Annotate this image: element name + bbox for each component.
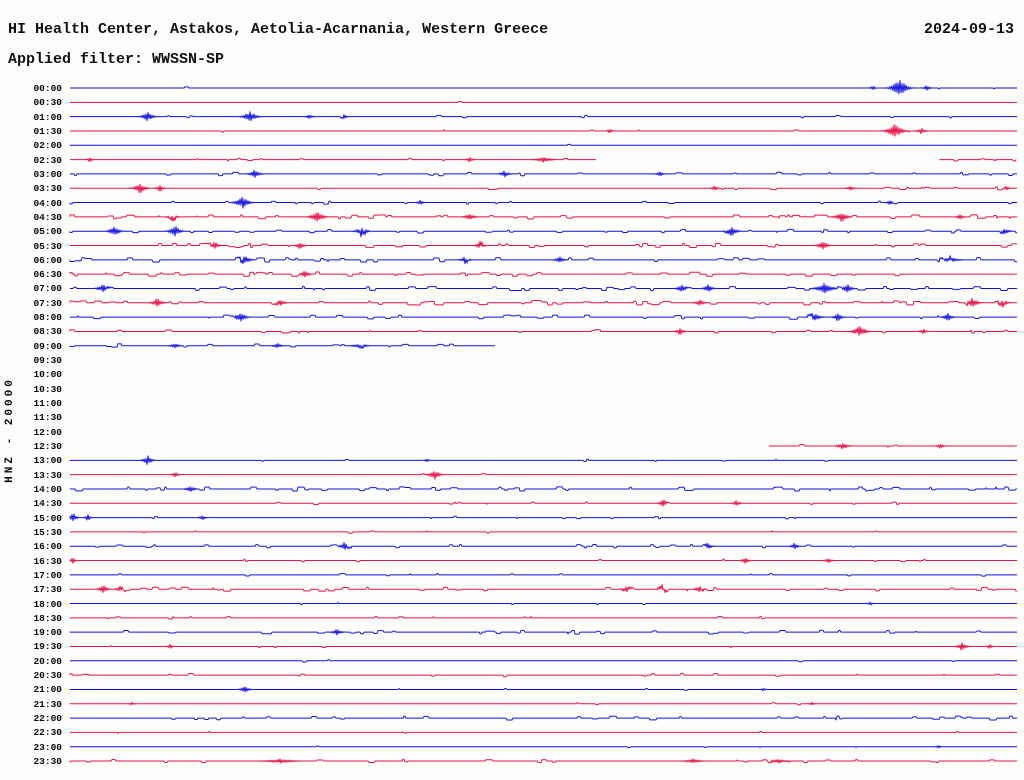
trace-00:30 [70, 101, 1017, 102]
trace-20:00 [70, 660, 1017, 662]
trace-04:30 [70, 213, 1017, 222]
time-label-08:30: 08:30 [33, 326, 62, 338]
trace-05:30 [70, 241, 1017, 249]
time-label-14:00: 14:00 [33, 483, 62, 495]
trace-14:30 [70, 500, 1017, 506]
time-label-22:00: 22:00 [33, 713, 62, 725]
time-label-23:00: 23:00 [33, 741, 62, 753]
trace-17:00 [70, 574, 1017, 576]
time-label-11:00: 11:00 [33, 398, 62, 410]
time-label-13:30: 13:30 [33, 469, 62, 481]
time-label-19:30: 19:30 [33, 641, 62, 653]
trace-22:30 [70, 732, 1017, 734]
time-label-09:30: 09:30 [33, 355, 62, 367]
time-label-06:00: 06:00 [33, 254, 62, 266]
trace-07:00 [70, 283, 1017, 292]
time-label-05:30: 05:30 [33, 240, 62, 252]
time-label-06:30: 06:30 [33, 269, 62, 281]
time-label-07:00: 07:00 [33, 283, 62, 295]
time-label-14:30: 14:30 [33, 498, 62, 510]
trace-07:30 [70, 298, 1017, 307]
trace-09:00 [70, 344, 495, 349]
trace-04:00 [70, 197, 1017, 208]
time-label-01:00: 01:00 [33, 111, 62, 123]
time-label-08:00: 08:00 [33, 312, 62, 324]
time-label-21:00: 21:00 [33, 684, 62, 696]
trace-17:30 [70, 585, 1017, 593]
time-label-10:30: 10:30 [33, 383, 62, 395]
time-label-21:30: 21:30 [33, 698, 62, 710]
trace-02:00 [70, 144, 1017, 145]
time-label-23:30: 23:30 [33, 756, 62, 768]
time-label-00:00: 00:00 [33, 83, 62, 94]
time-label-17:00: 17:00 [33, 569, 62, 581]
time-label-12:00: 12:00 [33, 426, 62, 438]
trace-12:30 [769, 444, 1017, 449]
trace-20:30 [70, 673, 1017, 676]
trace-23:00 [70, 746, 1017, 748]
trace-14:00 [70, 487, 1017, 491]
trace-01:00 [70, 112, 1017, 121]
time-label-20:00: 20:00 [33, 655, 62, 667]
time-label-02:30: 02:30 [33, 154, 62, 166]
time-label-04:00: 04:00 [33, 197, 62, 209]
channel-scale-label: HNZ - 20000 [4, 377, 16, 483]
trace-08:30 [70, 327, 1017, 336]
time-label-22:30: 22:30 [33, 727, 62, 739]
trace-15:30 [70, 531, 1017, 533]
trace-19:00 [70, 630, 1017, 635]
time-label-18:00: 18:00 [33, 598, 62, 610]
time-label-09:00: 09:00 [33, 340, 62, 352]
trace-15:00 [70, 514, 1017, 521]
trace-03:00 [70, 171, 1017, 178]
date-label: 2024-09-13 [923, 21, 1014, 38]
time-label-01:30: 01:30 [33, 125, 62, 137]
time-label-13:00: 13:00 [33, 455, 62, 467]
trace-16:00 [70, 543, 1017, 550]
trace-21:00 [70, 687, 1017, 692]
filter-label: Applied filter: WWSSN-SP [8, 51, 225, 68]
trace-02:30 [939, 159, 1016, 161]
time-label-11:30: 11:30 [33, 412, 62, 424]
trace-06:30 [70, 271, 1017, 277]
trace-01:30 [70, 125, 1017, 136]
trace-05:00 [70, 227, 1017, 237]
time-label-00:30: 00:30 [33, 97, 62, 109]
time-label-12:30: 12:30 [33, 441, 62, 452]
time-label-02:00: 02:00 [33, 140, 62, 152]
time-label-18:30: 18:30 [33, 612, 62, 624]
time-label-03:30: 03:30 [33, 183, 62, 195]
time-label-15:00: 15:00 [33, 512, 62, 524]
time-label-20:30: 20:30 [33, 670, 62, 682]
trace-19:30 [70, 643, 1017, 650]
trace-18:00 [70, 602, 1017, 605]
trace-00:00 [70, 81, 1017, 94]
station-title: HI Health Center, Astakos, Aetolia-Acarnania, Western Greece [8, 21, 549, 38]
trace-13:30 [70, 472, 1017, 479]
trace-06:00 [70, 256, 1017, 264]
trace-02:30 [70, 158, 596, 163]
time-label-07:30: 07:30 [33, 297, 62, 309]
time-label-15:30: 15:30 [33, 526, 62, 538]
trace-08:00 [70, 313, 1017, 321]
time-label-16:30: 16:30 [33, 555, 62, 567]
trace-13:00 [70, 456, 1017, 465]
trace-16:30 [70, 558, 1017, 563]
trace-18:30 [70, 617, 1017, 620]
trace-21:30 [70, 702, 1017, 704]
time-label-17:30: 17:30 [33, 584, 62, 596]
time-label-05:00: 05:00 [33, 226, 62, 238]
time-label-04:30: 04:30 [33, 211, 62, 223]
time-label-10:00: 10:00 [33, 369, 62, 381]
trace-03:30 [70, 184, 1017, 192]
trace-22:00 [70, 716, 1017, 720]
time-label-16:00: 16:00 [33, 541, 62, 553]
time-label-19:00: 19:00 [33, 627, 62, 639]
time-label-03:00: 03:00 [33, 168, 62, 180]
trace-23:30 [70, 759, 1017, 763]
